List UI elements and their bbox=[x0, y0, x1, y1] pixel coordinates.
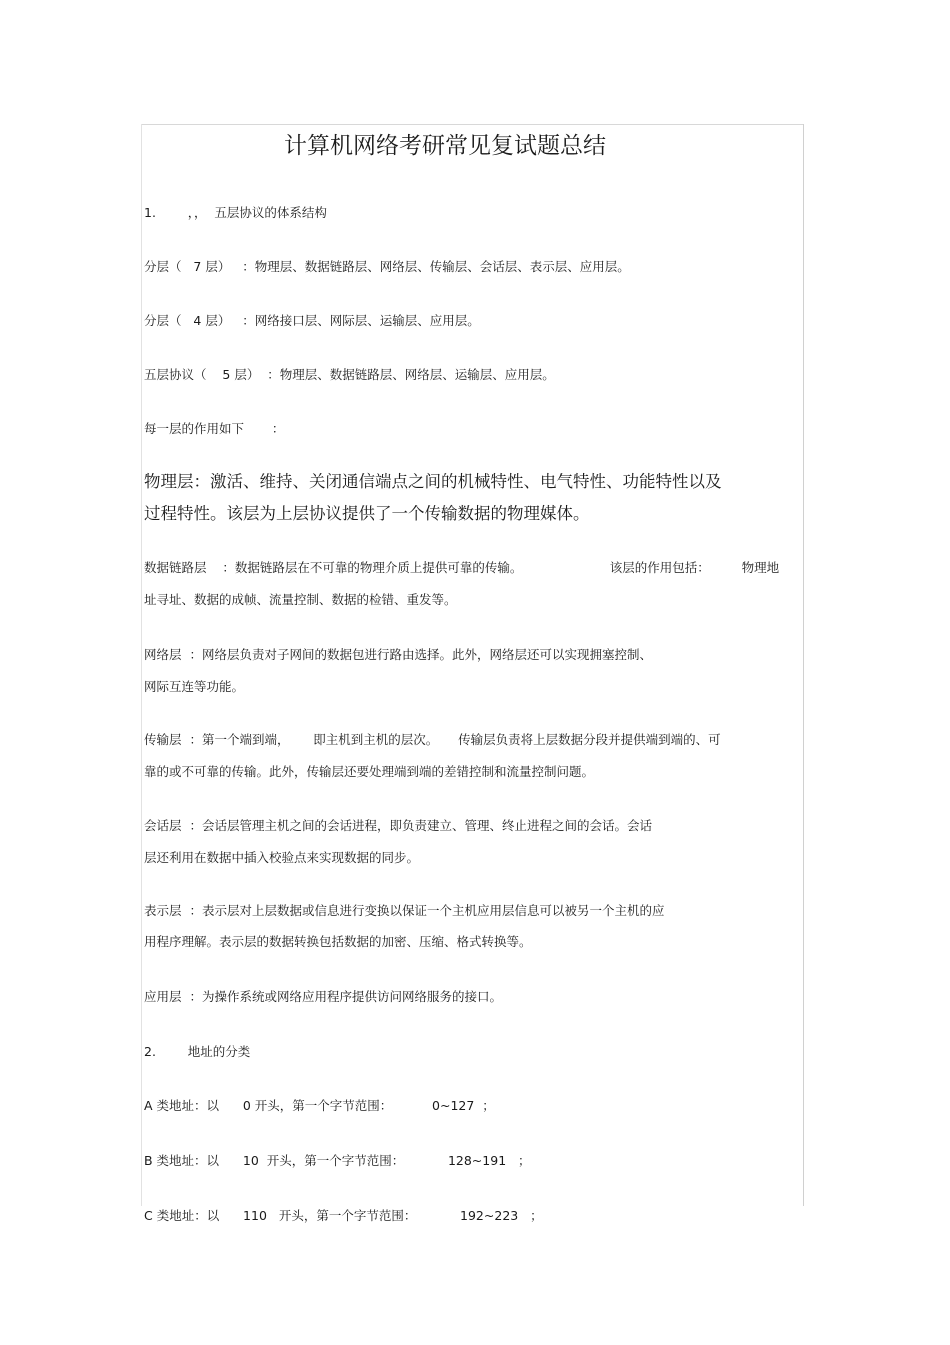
presentation-layer-line-1: 表示层 ：表示层对上层数据或信息进行变换以保证一个主机应用层信息可以被另一个主机的应 bbox=[144, 903, 665, 918]
frame-left-border bbox=[141, 124, 142, 1206]
session-layer-line-1: 会话层 ：会话层管理主机之间的会话进程，即负责建立、管理、终止进程之间的会话。会话 bbox=[144, 818, 652, 833]
application-layer-line: 应用层 ：为操作系统或网络应用程序提供访问网络服务的接口。 bbox=[144, 989, 502, 1004]
layer-roles-intro: 每一层的作用如下 ： bbox=[144, 421, 285, 436]
network-layer-line-1: 网络层 ：网络层负责对子网间的数据包进行路由选择。此外，网络层还可以实现拥塞控制、 bbox=[144, 647, 652, 662]
five-layer-line: 五层协议（ 5 层） ：物理层、数据链路层、网络层、运输层、应用层。 bbox=[144, 367, 555, 382]
frame-right-border bbox=[803, 124, 804, 1206]
presentation-layer-line-2: 用程序理解。表示层的数据转换包括数据的加密、压缩、格式转换等。 bbox=[144, 934, 532, 949]
section-heading-1: 1. ，， 五层协议的体系结构 bbox=[144, 205, 327, 220]
class-a-address-line: A 类地址：以 0 开头，第一个字节范围： 0~127 ； bbox=[144, 1098, 495, 1113]
class-c-address-line: C 类地址：以 110 开头，第一个字节范围： 192~223 ； bbox=[144, 1208, 543, 1223]
datalink-layer-line-2: 址寻址、数据的成帧、流量控制、数据的检错、重发等。 bbox=[144, 592, 457, 607]
class-b-address-line: B 类地址：以 10 开头，第一个字节范围： 128~191 ； bbox=[144, 1153, 531, 1168]
transport-layer-line-1: 传输层 ：第一个端到端， 即主机到主机的层次。 传输层负责将上层数据分段并提供端到端的、可 bbox=[144, 732, 721, 747]
datalink-layer-line-1: 数据链路层 ：数据链路层在不可靠的物理介质上提供可靠的传输。 该层的作用包括： 物理地 bbox=[144, 560, 780, 575]
section-heading-2: 2. 地址的分类 bbox=[144, 1044, 251, 1059]
physical-layer-line-1: 物理层：激活、维持、关闭通信端点之间的机械特性、电气特性、功能特性以及 bbox=[144, 472, 722, 491]
frame-top-border bbox=[141, 124, 804, 125]
document-title: 计算机网络考研常见复试题总结 bbox=[284, 133, 606, 159]
osi-layers-line: 分层（ 7 层） ：物理层、数据链路层、网络层、传输层、会话层、表示层、应用层。 bbox=[144, 259, 630, 274]
network-layer-line-2: 网际互连等功能。 bbox=[144, 679, 245, 694]
transport-layer-line-2: 靠的或不可靠的传输。此外，传输层还要处理端到端的差错控制和流量控制问题。 bbox=[144, 764, 595, 779]
tcpip-layers-line: 分层（ 4 层） ：网络接口层、网际层、运输层、应用层。 bbox=[144, 313, 480, 328]
session-layer-line-2: 层还利用在数据中插入校验点来实现数据的同步。 bbox=[144, 850, 420, 865]
physical-layer-line-2: 过程特性。该层为上层协议提供了一个传输数据的物理媒体。 bbox=[144, 504, 590, 523]
